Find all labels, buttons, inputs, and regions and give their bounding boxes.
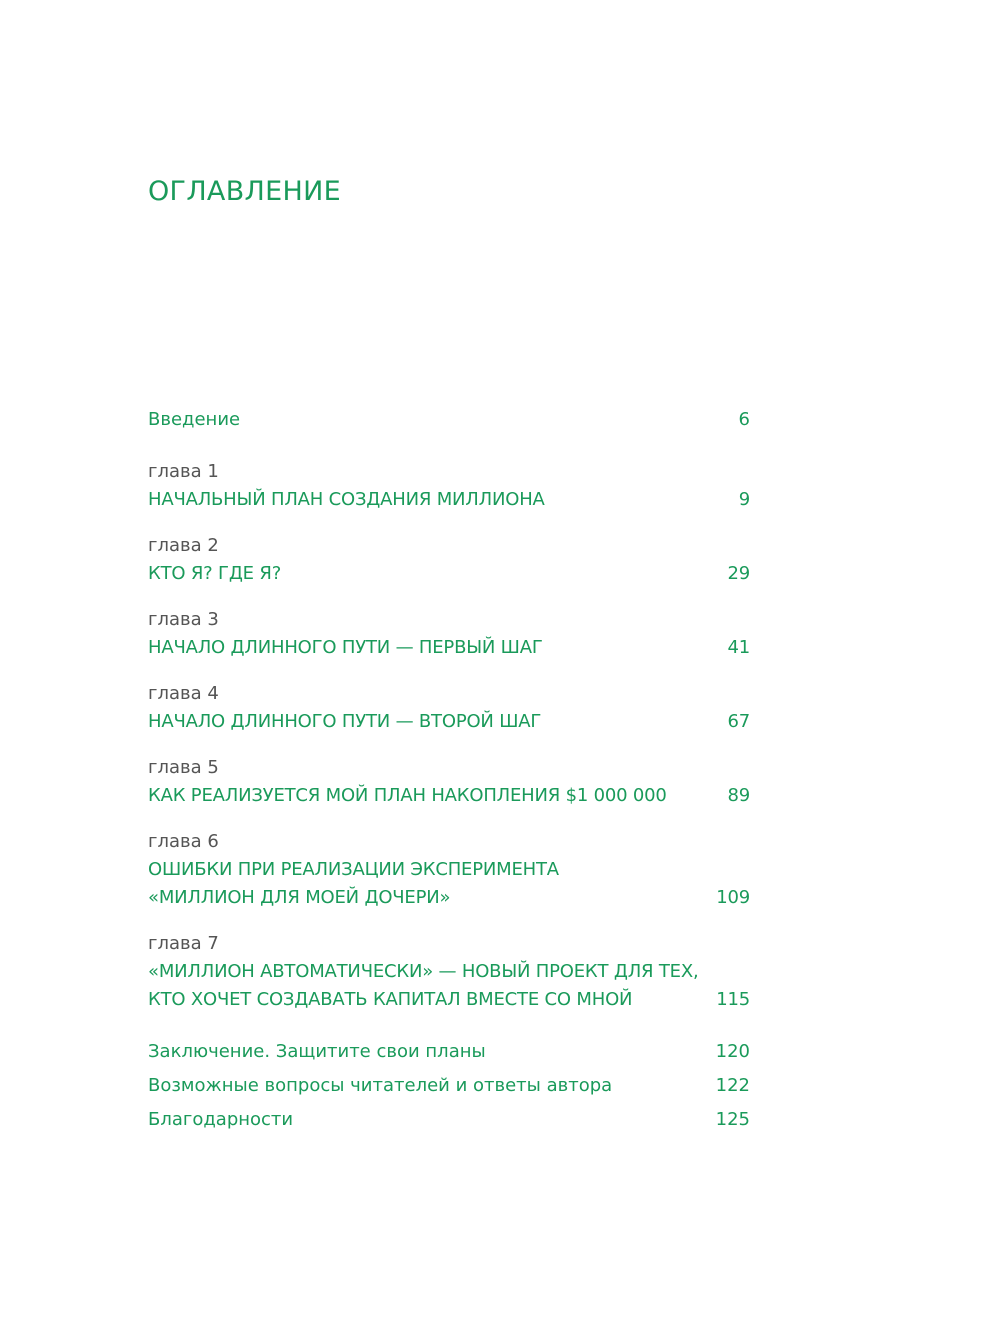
toc-page-number: 6 [738,409,750,430]
toc-entry-title: НАЧАЛО ДЛИННОГО ПУТИ — ПЕРВЫЙ ШАГ [148,637,543,658]
toc-entry-title: НАЧАЛЬНЫЙ ПЛАН СОЗДАНИЯ МИЛЛИОНА [148,489,545,510]
toc-entry-title-line-2: «МИЛЛИОН ДЛЯ МОЕЙ ДОЧЕРИ» [148,887,451,908]
toc-entry-title: Введение [148,409,241,430]
toc-entry-chapter-3[interactable] [148,606,750,662]
chapter-label: глава 6 [148,831,219,852]
toc-page-number: 115 [716,989,750,1010]
toc-page-number: 9 [738,489,750,510]
toc-entry-title-line-1: «МИЛЛИОН АВТОМАТИЧЕСКИ» — НОВЫЙ ПРОЕКТ ДЛЯ ТЕХ, [148,961,699,982]
toc-entry-chapter-4[interactable] [148,680,750,736]
toc-entry-title-line-2: КТО ХОЧЕТ СОЗДАВАТЬ КАПИТАЛ ВМЕСТЕ СО МНОЙ [148,989,633,1010]
toc-entry-chapter-7[interactable] [148,930,750,1014]
chapter-label: глава 4 [148,683,219,704]
toc-entry-title: Возможные вопросы читателей и ответы автора [148,1075,613,1096]
toc-page-number: 120 [715,1041,750,1062]
toc-page-number: 109 [716,887,750,908]
toc-entry-chapter-5[interactable] [148,754,750,810]
toc-page-number: 67 [727,711,750,732]
chapter-label: глава 7 [148,933,219,954]
toc-page-number: 41 [727,637,750,658]
toc-entry-chapter-1[interactable] [148,458,750,514]
toc-entry-title: Благодарности [148,1109,294,1130]
toc-entry-title: Заключение. Защитите свои планы [148,1041,486,1062]
toc-entry-introduction[interactable] [148,406,750,434]
toc-entry-reader-questions[interactable] [148,1072,750,1100]
toc-page-number: 125 [715,1109,750,1130]
toc-page-number: 89 [727,785,750,806]
chapter-label: глава 2 [148,535,219,556]
toc-entry-title: КАК РЕАЛИЗУЕТСЯ МОЙ ПЛАН НАКОПЛЕНИЯ $1 000 000 [148,785,667,806]
page-title: ОГЛАВЛЕНИЕ [148,176,341,207]
toc-entry-title-line-1: ОШИБКИ ПРИ РЕАЛИЗАЦИИ ЭКСПЕРИМЕНТА [148,859,559,880]
toc-entry-chapter-2[interactable] [148,532,750,588]
toc-entry-acknowledgements[interactable] [148,1106,750,1134]
toc-entry-title: КТО Я? ГДЕ Я? [148,563,282,584]
chapter-label: глава 1 [148,461,219,482]
toc-page-number: 29 [727,563,750,584]
chapter-label: глава 3 [148,609,219,630]
toc-entry-conclusion[interactable] [148,1038,750,1066]
chapter-label: глава 5 [148,757,219,778]
toc-entry-title: НАЧАЛО ДЛИННОГО ПУТИ — ВТОРОЙ ШАГ [148,711,542,732]
toc-page-number: 122 [715,1075,750,1096]
toc-entry-chapter-6[interactable] [148,828,750,912]
